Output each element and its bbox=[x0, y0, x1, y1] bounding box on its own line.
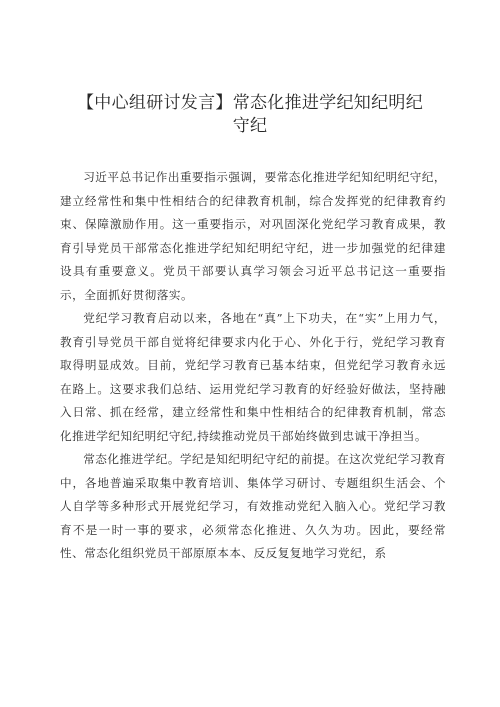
paragraph-2: 党纪学习教育启动以来，各地在“真”上下功夫，在“实”上用力气，教育引导党员干部自觉将纪律要求内化于心、外化于行，党纪学习教育取得明显成效。目前，党纪学习教育已基本结束，但党纪学习教育永远在路上。这要求我们总结、运用党纪学习教育的好经验好做法，坚持融入日常、抓在经常，建立经常性和集中性相结合的纪律教育机制，常态化推进学纪知纪明纪守纪,持续推动党员干部始终做到忠诚干净担当。 bbox=[60, 311, 446, 443]
document-body bbox=[60, 166, 446, 566]
document-title: 【中心组研讨发言】常态化推进学纪知纪明纪守纪 bbox=[77, 93, 423, 136]
paragraph-3: 常态化推进学纪。学纪是知纪明纪守纪的前提。在这次党纪学习教育中，各地普遍采取集中教育培训、集体学习研讨、专题组织生活会、个人自学等多种形式开展党纪学习，有效推动党纪入脑入心。党纪学习教育不是一时一事的要求，必须常态化推进、久久为功。因此，要经常性、常态化组织党员干部原原本本、反反复复地学习党纪，系 bbox=[60, 452, 447, 560]
paragraph-1: 习近平总书记作出重要指示强调，要常态化推进学纪知纪明纪守纪，建立经常性和集中性相结合的纪律教育机制，综合发挥党的纪律教育约束、保障激励作用。这一重要指示，对巩固深化党纪学习教育成果，教育引导党员干部常态化推进学纪知纪明纪守纪，进一步加强党的纪律建设具有重要意义。党员干部要认真学习领会习近平总书记这一重要指示，全面抓好贯彻落实。 bbox=[60, 170, 447, 302]
